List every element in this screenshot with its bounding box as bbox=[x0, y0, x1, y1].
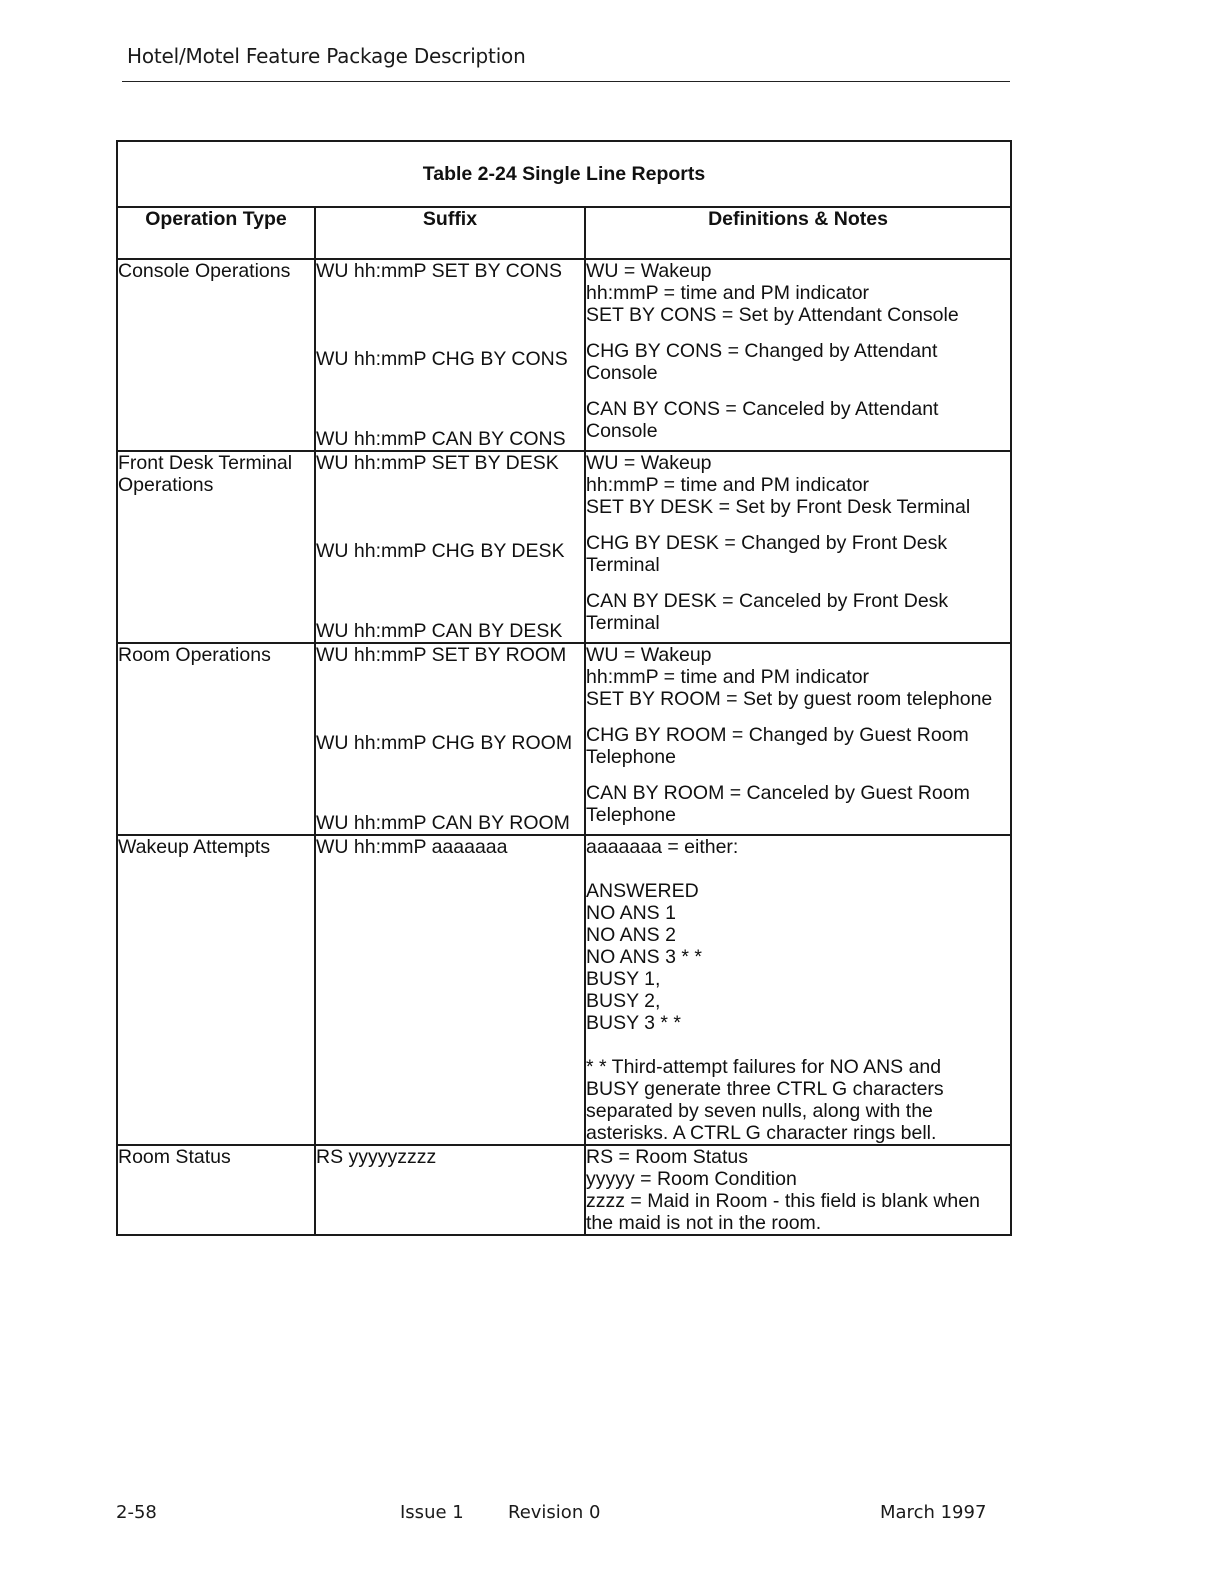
wakeup-option: BUSY 3 * * bbox=[586, 1012, 682, 1034]
table-row bbox=[117, 1145, 1011, 1235]
suffix-value: WU hh:mmP CAN BY CONS bbox=[316, 428, 566, 450]
suffix-value: WU hh:mmP CHG BY ROOM bbox=[316, 732, 573, 754]
definition-line: Console bbox=[586, 420, 658, 442]
suffix-value: WU hh:mmP CAN BY DESK bbox=[316, 620, 563, 642]
suffix-value: WU hh:mmP SET BY DESK bbox=[316, 452, 559, 474]
suffix-cell bbox=[315, 451, 585, 643]
definition-line: WU = Wakeup bbox=[586, 452, 712, 474]
table-row bbox=[117, 451, 1011, 643]
footer-revision: Revision 0 bbox=[508, 1502, 601, 1523]
operation-type-cell bbox=[117, 1145, 315, 1235]
footnote-line: * * Third-attempt failures for NO ANS and bbox=[586, 1056, 942, 1078]
definition-line: CAN BY DESK = Canceled by Front Desk bbox=[586, 590, 949, 612]
wakeup-option: BUSY 2, bbox=[586, 990, 661, 1012]
definition-line: CAN BY ROOM = Canceled by Guest Room bbox=[586, 782, 970, 804]
footnote-line: BUSY generate three CTRL G characters bbox=[586, 1078, 944, 1100]
definition-line: hh:mmP = time and PM indicator bbox=[586, 666, 870, 688]
single-line-reports-table bbox=[116, 140, 1012, 1236]
definition-cell bbox=[585, 643, 1011, 835]
wakeup-option: BUSY 1, bbox=[586, 968, 661, 990]
page-header-title: Hotel/Motel Feature Package Description bbox=[127, 44, 526, 68]
operation-type-cell bbox=[117, 451, 315, 643]
definition-line: Telephone bbox=[586, 746, 676, 768]
definition-line: CHG BY DESK = Changed by Front Desk bbox=[586, 532, 948, 554]
definition-line: the maid is not in the room. bbox=[586, 1212, 822, 1234]
suffix-cell bbox=[315, 643, 585, 835]
operation-type-cell bbox=[117, 643, 315, 835]
definition-line: hh:mmP = time and PM indicator bbox=[586, 282, 870, 304]
definition-line: WU = Wakeup bbox=[586, 644, 712, 666]
operation-type-cell bbox=[117, 259, 315, 451]
definition-cell bbox=[585, 451, 1011, 643]
operation-type-cell bbox=[117, 835, 315, 1145]
operation-type-label: Room Operations bbox=[118, 644, 271, 666]
definition-line: WU = Wakeup bbox=[586, 260, 712, 282]
definition-line: zzzz = Maid in Room - this field is blank when bbox=[586, 1190, 980, 1212]
definition-line: CAN BY CONS = Canceled by Attendant bbox=[586, 398, 939, 420]
definition-cell bbox=[585, 835, 1011, 1145]
footer-issue: Issue 1 bbox=[400, 1502, 464, 1523]
footer-date: March 1997 bbox=[880, 1502, 987, 1523]
definition-line: CHG BY CONS = Changed by Attendant bbox=[586, 340, 938, 362]
footnote-line: separated by seven nulls, along with the bbox=[586, 1100, 933, 1122]
suffix-cell bbox=[315, 835, 585, 1145]
operation-type-label: Operations bbox=[118, 474, 214, 496]
wakeup-option: NO ANS 2 bbox=[586, 924, 676, 946]
definition-line: Terminal bbox=[586, 554, 660, 576]
definition-line: RS = Room Status bbox=[586, 1146, 749, 1168]
operation-type-label: Wakeup Attempts bbox=[118, 836, 271, 858]
wakeup-option: NO ANS 1 bbox=[586, 902, 676, 924]
definition-line: yyyyy = Room Condition bbox=[586, 1168, 797, 1190]
definition-cell bbox=[585, 1145, 1011, 1235]
column-header-definitions: Definitions & Notes bbox=[585, 207, 1011, 259]
definition-line: Telephone bbox=[586, 804, 676, 826]
suffix-value: WU hh:mmP aaaaaaa bbox=[316, 836, 508, 858]
suffix-value: WU hh:mmP CAN BY ROOM bbox=[316, 812, 570, 834]
suffix-value: WU hh:mmP SET BY CONS bbox=[316, 260, 562, 282]
suffix-value: WU hh:mmP CHG BY CONS bbox=[316, 348, 568, 370]
report-table-container bbox=[116, 140, 1010, 1236]
suffix-value: WU hh:mmP CHG BY DESK bbox=[316, 540, 565, 562]
table-header-row bbox=[117, 207, 1011, 259]
suffix-value: WU hh:mmP SET BY ROOM bbox=[316, 644, 567, 666]
table-row bbox=[117, 643, 1011, 835]
footer-page-number: 2-58 bbox=[116, 1502, 157, 1523]
header-rule bbox=[122, 81, 1010, 82]
definition-line: CHG BY ROOM = Changed by Guest Room bbox=[586, 724, 969, 746]
suffix-cell bbox=[315, 259, 585, 451]
definition-line: SET BY ROOM = Set by guest room telephone bbox=[586, 688, 993, 710]
column-header-suffix: Suffix bbox=[315, 207, 585, 259]
definition-line: Terminal bbox=[586, 612, 660, 634]
definition-intro: aaaaaaa = either: bbox=[586, 836, 739, 858]
suffix-value: RS yyyyyzzzz bbox=[316, 1146, 437, 1168]
operation-type-label: Console Operations bbox=[118, 260, 291, 282]
definition-line: hh:mmP = time and PM indicator bbox=[586, 474, 870, 496]
suffix-cell bbox=[315, 1145, 585, 1235]
column-header-operation-type: Operation Type bbox=[117, 207, 315, 259]
operation-type-label: Front Desk Terminal bbox=[118, 452, 293, 474]
wakeup-option: NO ANS 3 * * bbox=[586, 946, 702, 968]
table-row bbox=[117, 835, 1011, 1145]
definition-cell bbox=[585, 259, 1011, 451]
table-caption: Table 2-24 Single Line Reports bbox=[117, 141, 1011, 207]
definition-line: SET BY DESK = Set by Front Desk Terminal bbox=[586, 496, 971, 518]
wakeup-option: ANSWERED bbox=[586, 880, 699, 902]
definition-line: Console bbox=[586, 362, 658, 384]
footnote-line: asterisks. A CTRL G character rings bell. bbox=[586, 1122, 937, 1144]
operation-type-label: Room Status bbox=[118, 1146, 231, 1168]
definition-line: SET BY CONS = Set by Attendant Console bbox=[586, 304, 959, 326]
table-row bbox=[117, 259, 1011, 451]
